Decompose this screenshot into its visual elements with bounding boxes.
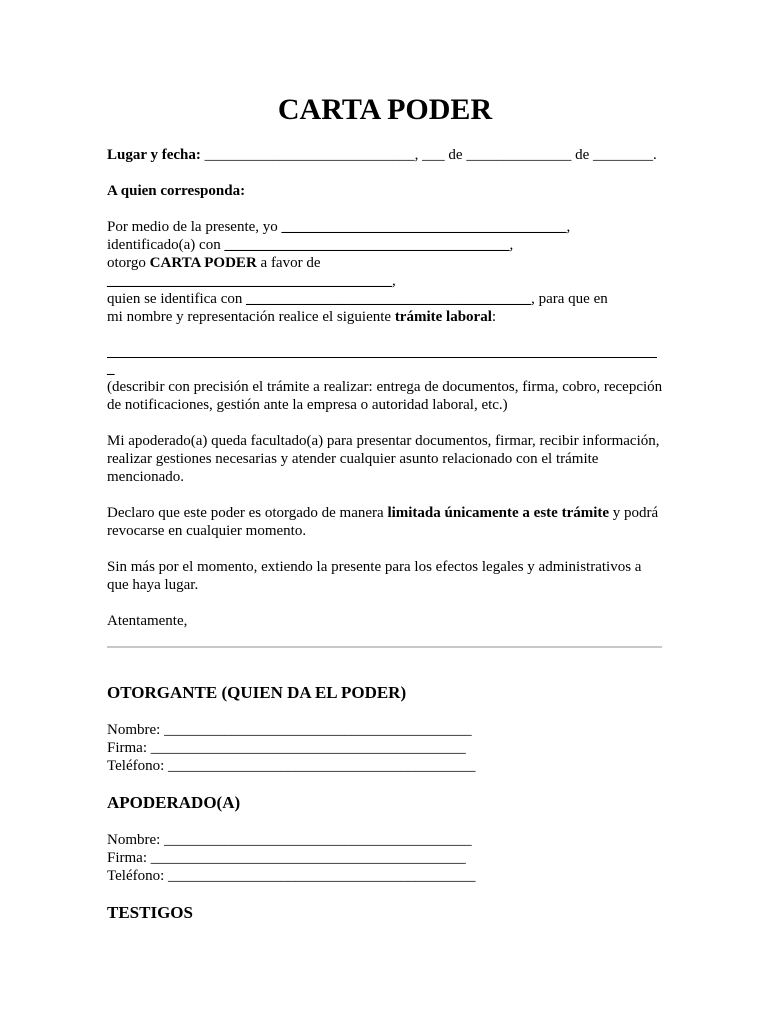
closing-salutation: Atentamente,	[107, 613, 188, 629]
grantor-id-line	[107, 236, 663, 254]
closing-paragraph: Sin más por el momento, extiendo la presente para los efectos legales y administrativos a que haya lugar.	[107, 559, 642, 593]
place-date-label: Lugar y fecha:	[107, 147, 201, 163]
grantor-signature-field: Firma: __________________________________________	[107, 740, 466, 756]
procedure-line-text: mi nombre y representación realice el siguiente	[107, 309, 395, 325]
grantor-line-end: ,	[566, 219, 571, 235]
attorney-name-end: ,	[392, 273, 396, 289]
grantor-heading: OTORGANTE (QUIEN DA EL PODER)	[107, 683, 407, 702]
grant-line-text: otorgo	[107, 255, 150, 271]
declaration-post: y podrá revocarse en cualquier momento.	[107, 505, 659, 539]
witnesses-heading: TESTIGOS	[107, 903, 193, 922]
attorney-id-line	[107, 290, 663, 308]
year-separator: de	[571, 147, 593, 163]
place-blank: ____________________________	[204, 147, 415, 163]
grantor-phone-field: Teléfono: _________________________________________	[107, 758, 476, 774]
procedure-blank-line	[107, 357, 657, 358]
place-date-end: .	[652, 147, 657, 163]
month-blank: ______________	[466, 147, 572, 163]
grantor-line	[107, 218, 663, 236]
attorney-name-blank: ______________________________________	[107, 273, 392, 289]
declaration-pre: Declaro que este poder es otorgado de manera	[107, 505, 388, 521]
place-date-line	[107, 146, 663, 164]
attorney-heading: APODERADO(A)	[107, 793, 241, 812]
attorney-name-field: Nombre: _________________________________________	[107, 832, 472, 848]
declaration-paragraph	[107, 504, 663, 540]
grant-line-bold: CARTA PODER	[149, 255, 257, 271]
grant-line	[107, 254, 663, 272]
attorney-name-line	[107, 272, 663, 290]
grant-line-end: a favor de	[256, 255, 321, 271]
salutation	[107, 182, 663, 200]
section-divider	[107, 646, 662, 648]
salutation-text: A quien corresponda:	[107, 183, 246, 199]
attorney-phone-field: Teléfono: _________________________________________	[107, 868, 476, 884]
procedure-line	[107, 308, 663, 326]
procedure-description-note: (describir con precisión el trámite a realizar: entrega de documentos, firma, cobro, recepción de notificaciones, gestión ante la empresa o autoridad laboral, etc.)	[107, 379, 663, 413]
grantor-name-field: Nombre: _________________________________________	[107, 722, 472, 738]
attorney-id-blank: ______________________________________	[246, 291, 532, 307]
procedure-blank-tail-text: _	[107, 361, 115, 377]
year-blank: ________	[592, 147, 653, 163]
procedure-line-bold: trámite laboral	[394, 309, 492, 325]
attorney-signature-field: Firma: __________________________________________	[107, 850, 466, 866]
grantor-id-text: identificado(a) con	[107, 237, 225, 253]
day-separator: , ___ de	[414, 147, 467, 163]
grantor-id-blank: ______________________________________	[224, 237, 510, 253]
attorney-id-end: , para que en	[531, 291, 608, 307]
attorney-id-text: quien se identifica con	[107, 291, 247, 307]
grantor-line-text: Por medio de la presente, yo	[107, 219, 282, 235]
grantor-name-blank: ______________________________________	[281, 219, 567, 235]
procedure-blank-tail	[107, 360, 663, 378]
powers-paragraph: Mi apoderado(a) queda facultado(a) para presentar documentos, firmar, recibir información, realizar gestiones necesarias y atender cualquier asunto relacionado con el trámite mencionado.	[107, 433, 660, 485]
document-title: CARTA PODER	[277, 93, 493, 126]
grantor-id-end: ,	[509, 237, 514, 253]
declaration-bold: limitada únicamente a este trámite	[387, 505, 610, 521]
procedure-line-end: :	[491, 309, 497, 325]
